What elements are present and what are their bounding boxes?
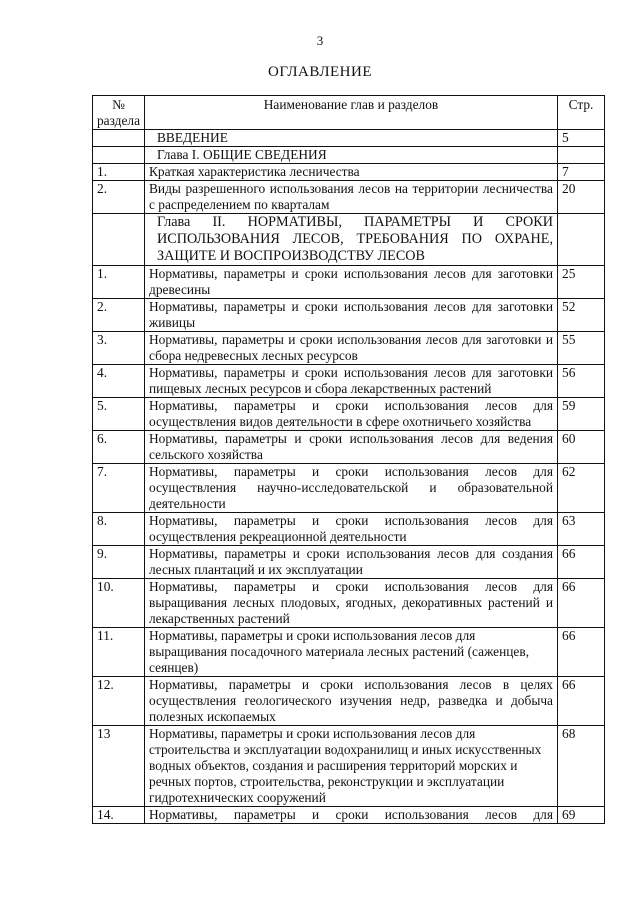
row-number: 1.	[93, 266, 145, 299]
toc-row	[93, 181, 605, 214]
toc-row	[93, 677, 605, 726]
toc-row	[93, 365, 605, 398]
row-title: Нормативы, параметры и сроки использования лесов для заготовки живицы	[145, 299, 558, 332]
row-page: 7	[558, 164, 605, 181]
row-page: 66	[558, 628, 605, 677]
toc-row	[93, 807, 605, 824]
row-page: 63	[558, 513, 605, 546]
toc-row-chapter-1	[93, 147, 605, 164]
header-page: Стр.	[558, 96, 605, 130]
toc-row	[93, 726, 605, 807]
row-number: 3.	[93, 332, 145, 365]
row-title: Нормативы, параметры и сроки использования лесов для выращивания лесных плодовых, ягодных, декоративных растений и лекарственных растений	[145, 579, 558, 628]
row-number: 14.	[93, 807, 145, 824]
row-title: Нормативы, параметры и сроки использования лесов для	[145, 807, 558, 824]
row-page: 66	[558, 677, 605, 726]
toc-row-chapter-2	[93, 214, 605, 266]
row-page: 56	[558, 365, 605, 398]
chapter-title: Глава I. ОБЩИЕ СВЕДЕНИЯ	[145, 147, 558, 164]
row-number: 10.	[93, 579, 145, 628]
row-title: Нормативы, параметры и сроки использования лесов для осуществления рекреационной деятельности	[145, 513, 558, 546]
row-title: Нормативы, параметры и сроки использования лесов для строительства и эксплуатации водохранилищ и иных искусственных водных объектов, создания и расширения территорий морских и речных портов, строительства, реконструкции и эксплуатации гидротехнических сооружений	[145, 726, 558, 807]
toc-row	[93, 266, 605, 299]
row-page: 66	[558, 579, 605, 628]
toc-row	[93, 546, 605, 579]
row-page: 69	[558, 807, 605, 824]
toc-header-row	[93, 96, 605, 130]
toc-row	[93, 628, 605, 677]
row-number	[93, 147, 145, 164]
row-number: 8.	[93, 513, 145, 546]
row-title: Нормативы, параметры и сроки использования лесов для заготовки пищевых лесных ресурсов и сбора лекарственных растений	[145, 365, 558, 398]
header-section-number: № раздела	[93, 96, 145, 130]
row-page: 59	[558, 398, 605, 431]
row-number: 2.	[93, 181, 145, 214]
row-title: Нормативы, параметры и сроки использования лесов для осуществления научно-исследовательской и образовательной деятельности	[145, 464, 558, 513]
toc-row	[93, 431, 605, 464]
row-number: 1.	[93, 164, 145, 181]
row-page: 52	[558, 299, 605, 332]
row-page	[558, 147, 605, 164]
row-page	[558, 214, 605, 266]
toc-row-intro	[93, 130, 605, 147]
toc-row	[93, 513, 605, 546]
row-page: 62	[558, 464, 605, 513]
row-page: 68	[558, 726, 605, 807]
row-page: 60	[558, 431, 605, 464]
row-title: Нормативы, параметры и сроки использования лесов для заготовки древесины	[145, 266, 558, 299]
row-title: Краткая характеристика лесничества	[145, 164, 558, 181]
row-page: 5	[558, 130, 605, 147]
row-number: 7.	[93, 464, 145, 513]
row-number: 2.	[93, 299, 145, 332]
page-number: 3	[316, 33, 324, 48]
toc-row	[93, 332, 605, 365]
row-title: Нормативы, параметры и сроки использования лесов для создания лесных плантаций и их эксплуатации	[145, 546, 558, 579]
document-title: ОГЛАВЛЕНИЕ	[268, 64, 372, 80]
row-page: 55	[558, 332, 605, 365]
row-title: Нормативы, параметры и сроки использования лесов для заготовки и сбора недревесных лесных ресурсов	[145, 332, 558, 365]
row-number: 6.	[93, 431, 145, 464]
toc-row	[93, 164, 605, 181]
row-number: 12.	[93, 677, 145, 726]
row-number: 13	[93, 726, 145, 807]
row-page: 66	[558, 546, 605, 579]
row-title: Нормативы, параметры и сроки использования лесов для осуществления видов деятельности в сфере охотничьего хозяйства	[145, 398, 558, 431]
toc-row	[93, 579, 605, 628]
row-title: ВВЕДЕНИЕ	[145, 130, 558, 147]
row-number: 4.	[93, 365, 145, 398]
toc-row	[93, 299, 605, 332]
toc-row	[93, 464, 605, 513]
row-number	[93, 130, 145, 147]
row-number: 5.	[93, 398, 145, 431]
row-number: 9.	[93, 546, 145, 579]
row-number	[93, 214, 145, 266]
toc-row	[93, 398, 605, 431]
toc-table	[92, 95, 605, 824]
row-title: Нормативы, параметры и сроки использования лесов для ведения сельского хозяйства	[145, 431, 558, 464]
header-section-name: Наименование глав и разделов	[145, 96, 558, 130]
row-page: 25	[558, 266, 605, 299]
row-number: 11.	[93, 628, 145, 677]
row-page: 20	[558, 181, 605, 214]
row-title: Виды разрешенного использования лесов на территории лесничества с распределением по кварталам	[145, 181, 558, 214]
row-title: Нормативы, параметры и сроки использования лесов для выращивания посадочного материала лесных растений (саженцев, сеянцев)	[145, 628, 558, 677]
row-title: Нормативы, параметры и сроки использования лесов в целях осуществления геологического изучения недр, разведка и добыча полезных ископаемых	[145, 677, 558, 726]
chapter-title: Глава II. НОРМАТИВЫ, ПАРАМЕТРЫ И СРОКИ ИСПОЛЬЗОВАНИЯ ЛЕСОВ, ТРЕБОВАНИЯ ПО ОХРАНЕ, ЗАЩИТЕ И ВОСПРОИЗВОДСТВУ ЛЕСОВ	[145, 214, 558, 266]
